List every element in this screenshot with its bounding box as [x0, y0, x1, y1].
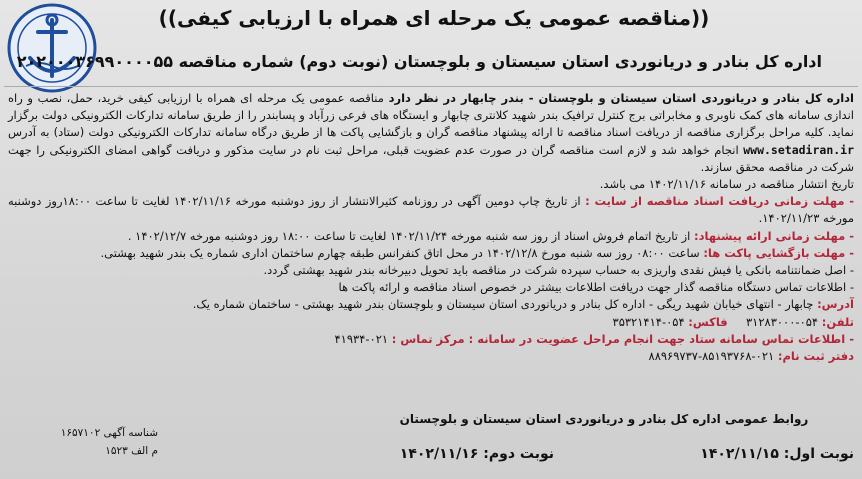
- fax-text: ۰۵۴-۳۵۳۲۱۴۱۴: [612, 314, 685, 329]
- address-label: آدرس:: [817, 297, 854, 312]
- office-text: ۰۲۱-۸۵۱۹۳۷۶۸-۸۸۹۶۹۷۳۷: [648, 349, 775, 364]
- first-date: ۱۴۰۲/۱۱/۱۵: [700, 446, 779, 462]
- first-publication: [700, 446, 854, 462]
- guarantee-note: - اصل ضمانتنامه بانکی یا فیش نقدی واریزی به حساب سپرده شرکت در مناقصه باید تحویل دبیرخانه بندر شهید بهشتی گردد.: [263, 263, 854, 278]
- ad-identifier: [8, 424, 158, 460]
- publish-date: تاریخ انتشار مناقصه در سامانه ۱۴۰۲/۱۱/۱۶ می باشد.: [599, 177, 854, 192]
- offer-text: از تاریخ اتمام فروش اسناد از روز سه شنبه مورخه ۱۴۰۲/۱۱/۲۴ لغایت تا ساعت ۱۸:۰۰ روز دوشنبه مورخه ۱۴۰۲/۱۲/۷ .: [127, 228, 691, 243]
- ports-organization-logo: [6, 2, 98, 94]
- intro-paragraph: [8, 90, 854, 176]
- docs-deadline: [8, 193, 854, 227]
- office-label: دفتر ثبت نام:: [777, 349, 854, 364]
- offer-deadline: [8, 228, 854, 245]
- setad-label: - اطلاعات تماس سامانه ستاد جهت انجام مراحل عضویت در سامانه : مرکز تماس :: [391, 331, 854, 346]
- opening-deadline: [8, 245, 854, 262]
- intro-text: مناقصه عمومی یک مرحله ای همراه با ارزیابی کیفی خرید، حمل، نصب و راه اندازی سامانه های کمک ناوبری و مخابراتی برج کنترل ترافیک بندر شهید کلانتری چابهار و ایستگاه های فرعی زرآباد و پسابندر را از طریق سامانه تدارکات الکترونیکی دولت برگزار نماید. کلیه مراحل برگزاری مناقصه از دریافت اسناد مناقصه تا ارائه پیشنهاد مناقصه گران و بازگشایی پاکت ها از طریق درگاه سامانه تدارکات الکترونیکی دولت (ستاد) به آدرس: [8, 91, 854, 140]
- ad-code: م الف ۱۵۲۳: [105, 445, 158, 457]
- intro-end: انجام خواهد شد و لازم است مناقصه گران در صورت عدم عضویت قبلی، مراحل ثبت نام در سایت مذکور و دریافت گواهی امضای الکترونیکی را جهت شرکت در مناقصه محقق سازند.: [8, 142, 854, 174]
- docs-label: - مهلت زمانی دریافت اسناد مناقصه از سایت :: [585, 194, 855, 209]
- phone-text: ۰۵۴-۳۱۲۸۳۰۰۰: [745, 314, 819, 329]
- address-line: [8, 296, 854, 313]
- phone-label: تلفن:: [821, 314, 854, 329]
- offer-label: - مهلت زمانی ارائه پیشنهاد:: [694, 228, 854, 243]
- fax-label: فاکس:: [688, 314, 728, 329]
- second-label: نوبت دوم:: [483, 446, 554, 462]
- opening-text: ساعت ۰۸:۰۰ روز سه شنبه مورخ ۱۴۰۲/۱۲/۸ در محل اتاق کنفرانس طبقه چهارم ساختمان اداری شماره یک بندر شهید بهشتی.: [100, 245, 700, 260]
- website-link[interactable]: www.setadiran.ir: [743, 142, 855, 157]
- public-relations-signature: روابط عمومی اداره کل بنادر و دریانوردی استان سیستان و بلوچستان: [399, 412, 809, 426]
- setad-text: ۰۲۱-۴۱۹۳۴: [334, 331, 389, 346]
- notice-title: ((مناقصه عمومی یک مرحله ای همراه با ارزیابی کیفی)): [158, 6, 710, 30]
- address-text: چابهار - انتهای خیابان شهید ریگی - اداره کل بنادر و دریانوردی استان سیستان و بلوچستان بندر شهید بهشتی - ساختمان شماره یک.: [192, 297, 814, 312]
- intro-bold: اداره کل بنادر و دریانوردی استان سیستان و بلوچستان - بندر چابهار در نظر دارد: [388, 91, 855, 105]
- notice-body: [8, 90, 854, 365]
- divider: [4, 86, 858, 87]
- ad-id: شناسه آگهی ۱۶۵۷۱۰۲: [60, 427, 158, 439]
- first-label: نوبت اول:: [783, 446, 854, 462]
- contact-info: - اطلاعات تماس دستگاه مناقصه گذار جهت دریافت اطلاعات بیشتر در خصوص اسناد مناقصه و ارائه پاکت ها: [338, 280, 854, 295]
- second-publication: [400, 446, 554, 462]
- setad-contact-line: [8, 331, 854, 348]
- docs-text: از تاریخ چاپ دومین آگهی در روزنامه کثیرالانتشار از روز دوشنبه مورخه ۱۴۰۲/۱۱/۱۶ لغایت تا ساعت ۱۸:۰۰روز دوشنبه مورخه ۱۴۰۲/۱۱/۲۳.: [8, 194, 854, 226]
- second-date: ۱۴۰۲/۱۱/۱۶: [399, 446, 479, 462]
- notice-subtitle: اداره کل بنادر و دریانوردی استان سیستان و بلوچستان (نوبت دوم) شماره مناقصه ۲۰۲۰۰۰۳۶۹۹۰۰۰۰۵۵: [16, 52, 822, 71]
- opening-label: - مهلت بازگشایی پاکت ها:: [703, 245, 854, 260]
- office-line: [8, 348, 854, 365]
- phone-fax-line: [8, 314, 854, 331]
